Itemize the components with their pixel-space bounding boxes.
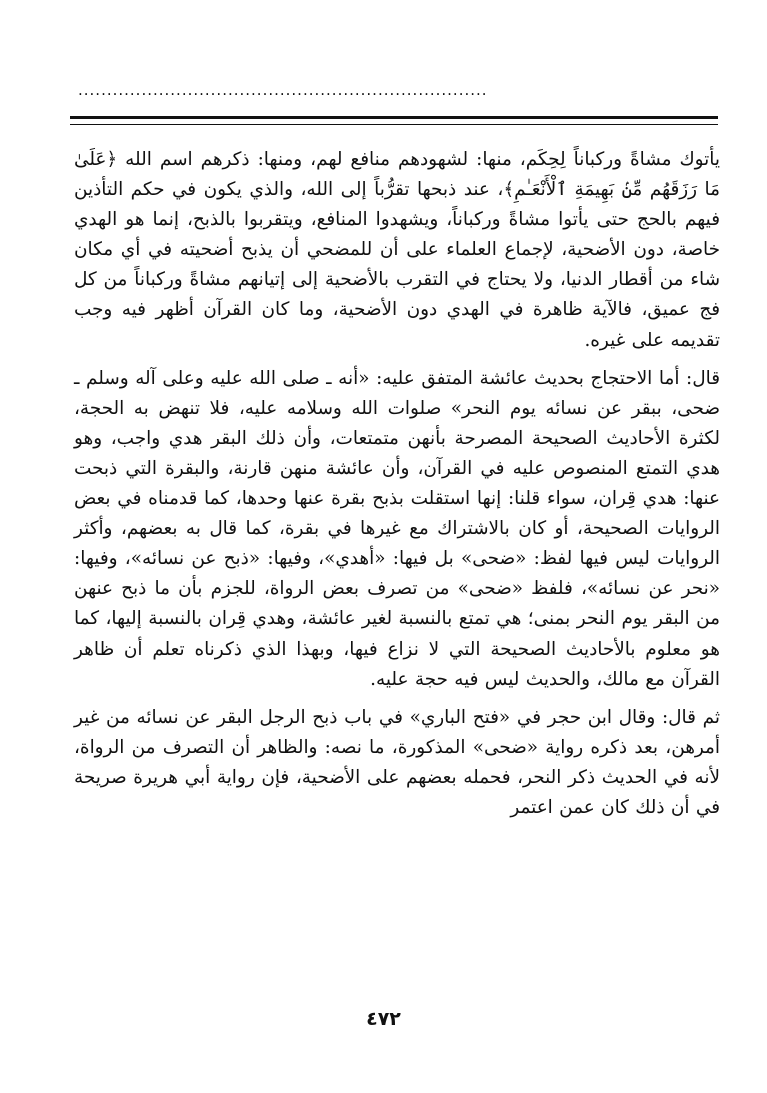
paragraph-ibn-hajar: ثم قال: وقال ابن حجر في «فتح الباري» في باب ذبح الرجل البقر عن نسائه من غير أمرهن، بعد ذكره رواية «ضحى» المذكورة، ما نصه: والظاهر أن التصرف من الرواة، لأنه في الحديث ذكر النحر، فحمله بعضهم على الأضحية، فإن رواية أبي هريرة صريحة في أن ذلك كان عمن اعتمر <box>74 706 720 818</box>
page-body <box>74 145 720 823</box>
paragraph-aisha-hadith: قال: أما الاحتجاج بحديث عائشة المتفق عليه: «أنه ـ صلى الله عليه وعلى آله وسلم ـ ضحى، ببقر عن نسائه يوم النحر» صلوات الله وسلامه عليه، فلا تنهض به الحجة، لكثرة الأحاديث الصحيحة المصرحة بأنهن متمتعات، وأن ذلك البقر هدي واجب، وهو هدي التمتع المنصوص عليه في القرآن، وأن عائشة منهن قارنة، والبقرة التي ذبحت عنها: هدي قِران، سواء قلنا: إنها استقلت بذبح بقرة عنها وحدها، كما قدمناه في بعض الروايات الصحيحة، أو كان بالاشتراك مع غيرها في بقرة، كما قال به بعضهم، وأكثر الروايات ليس فيها لفظ: «ضحى» بل فيها: «أهدي»، وفيها: «ذبح عن نسائه»، وفيها: «نحر عن نسائه»، فلفظ «ضحى» من تصرف بعض الرواة، للجزم بأن ما ذبح عنهن من البقر يوم النحر بمنى؛ هي تمتع بالنسبة لغير عائشة، وهدي قِران بالنسبة إليها، كما هو معلوم بالأحاديث الصحيحة التي لا نزاع فيها، وبهذا الذي ذكرناه تعلم أن ظاهر القرآن مع مالك، والحديث ليس فيه حجة عليه. <box>74 367 720 690</box>
paragraph-hady-vs-udhiya: يأتوك مشاةً وركباناً لِحِكَم، منها: لشهودهم منافع لهم، ومنها: ذكرهم اسم الله ﴿عَلَىٰ مَا رَزَقَهُم مِّنۢ بَهِيمَةِ ٱلْأَنْعَـٰمِ﴾، عند ذبحها تقرُّباً إلى الله، والذي يكون في حكم التأذين فيهم بالحج حتى يأتوا مشاةً وركباناً، ويشهدوا المنافع، ويتقربوا بالذبح، إنما هو الهدي خاصة، دون الأضحية، لإجماع العلماء على أن للمضحي أن يذبح أضحيته في أي مكان شاء من أقطار الدنيا، ولا يحتاج في التقرب بالأضحية إلى إتيانهم مشاةً وركباناً من كل فج عميق، فالآية ظاهرة في الهدي دون الأضحية، وما كان القرآن أظهر فيه وجب تقديمه على غيره. <box>74 149 720 351</box>
page-number: ٤٧٢ <box>366 1008 401 1030</box>
header-rule-thin <box>70 124 718 125</box>
header-dotted-rule: ....................................................................... <box>78 84 488 96</box>
header-rule-thick <box>70 116 718 119</box>
